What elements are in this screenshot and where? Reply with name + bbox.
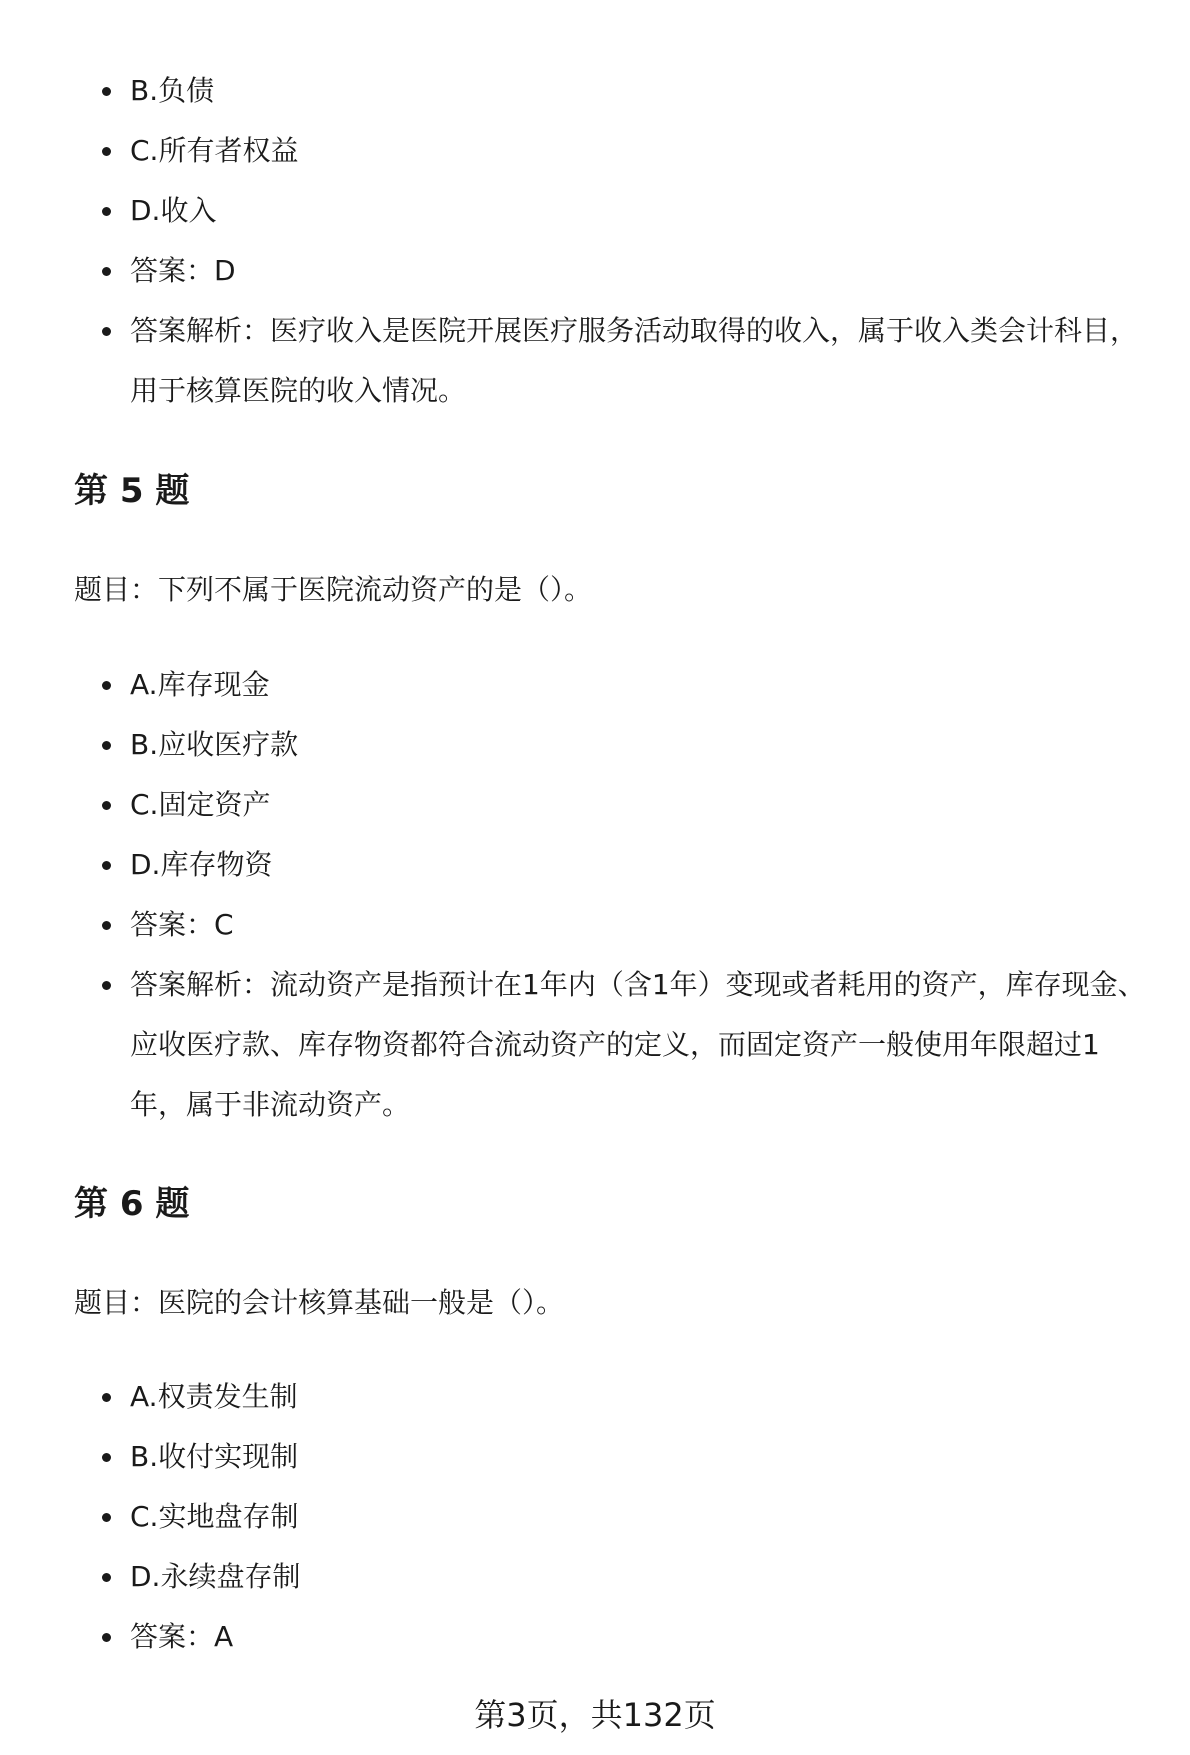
question-5-title: 第 5 题 (74, 471, 190, 511)
explanation-text: 答案解析：医疗收入是医院开展医疗服务活动取得的收入，属于收入类会计科目，用于核算医院的收入情况。 (130, 314, 1139, 407)
question-5-stem: 题目：下列不属于医院流动资产的是（）。 (74, 573, 593, 606)
list-item (0, 121, 1190, 181)
option-d-text: D.库存物资 (130, 848, 273, 881)
list-item (0, 1547, 1190, 1607)
bullet-icon (102, 1633, 111, 1642)
prev-question-list (0, 61, 1190, 421)
question-5-list (0, 655, 1190, 1135)
list-item (0, 241, 1190, 301)
list-item (0, 61, 1190, 121)
bullet-icon (102, 327, 111, 336)
explanation-text: 答案解析：流动资产是指预计在1年内（含1年）变现或者耗用的资产，库存现金、应收医疗款、库存物资都符合流动资产的定义，而固定资产一般使用年限超过1年，属于非流动资产。 (130, 968, 1146, 1121)
list-item (0, 181, 1190, 241)
question-6-stem: 题目：医院的会计核算基础一般是（）。 (74, 1286, 565, 1319)
list-item (0, 301, 1190, 421)
bullet-icon (102, 267, 111, 276)
bullet-icon (102, 861, 111, 870)
option-a-text: A.库存现金 (130, 668, 270, 701)
bullet-icon (102, 1453, 111, 1462)
page-number: 第3页，共132页 (474, 1696, 716, 1734)
list-item (0, 1427, 1190, 1487)
answer-text: 答案：A (130, 1620, 234, 1653)
option-d-text: D.收入 (130, 194, 217, 227)
bullet-icon (102, 207, 111, 216)
list-item (0, 715, 1190, 775)
bullet-icon (102, 921, 111, 930)
option-d-text: D.永续盘存制 (130, 1560, 301, 1593)
list-item (0, 955, 1190, 1135)
list-item (0, 1487, 1190, 1547)
bullet-icon (102, 681, 111, 690)
bullet-icon (102, 801, 111, 810)
list-item (0, 835, 1190, 895)
option-b-text: B.收付实现制 (130, 1440, 299, 1473)
list-item (0, 1367, 1190, 1427)
option-c-text: C.实地盘存制 (130, 1500, 299, 1533)
bullet-icon (102, 981, 111, 990)
option-b-text: B.负债 (130, 74, 215, 107)
list-item (0, 1607, 1190, 1667)
list-item (0, 655, 1190, 715)
answer-text: 答案：C (130, 908, 234, 941)
question-6-title: 第 6 题 (74, 1184, 190, 1224)
option-c-text: C.固定资产 (130, 788, 271, 821)
bullet-icon (102, 741, 111, 750)
list-item (0, 775, 1190, 835)
bullet-icon (102, 87, 111, 96)
bullet-icon (102, 1513, 111, 1522)
answer-text: 答案：D (130, 254, 236, 287)
bullet-icon (102, 1573, 111, 1582)
option-b-text: B.应收医疗款 (130, 728, 299, 761)
list-item (0, 895, 1190, 955)
option-a-text: A.权责发生制 (130, 1380, 298, 1413)
bullet-icon (102, 1393, 111, 1402)
bullet-icon (102, 147, 111, 156)
question-6-list (0, 1367, 1190, 1667)
option-c-text: C.所有者权益 (130, 134, 299, 167)
